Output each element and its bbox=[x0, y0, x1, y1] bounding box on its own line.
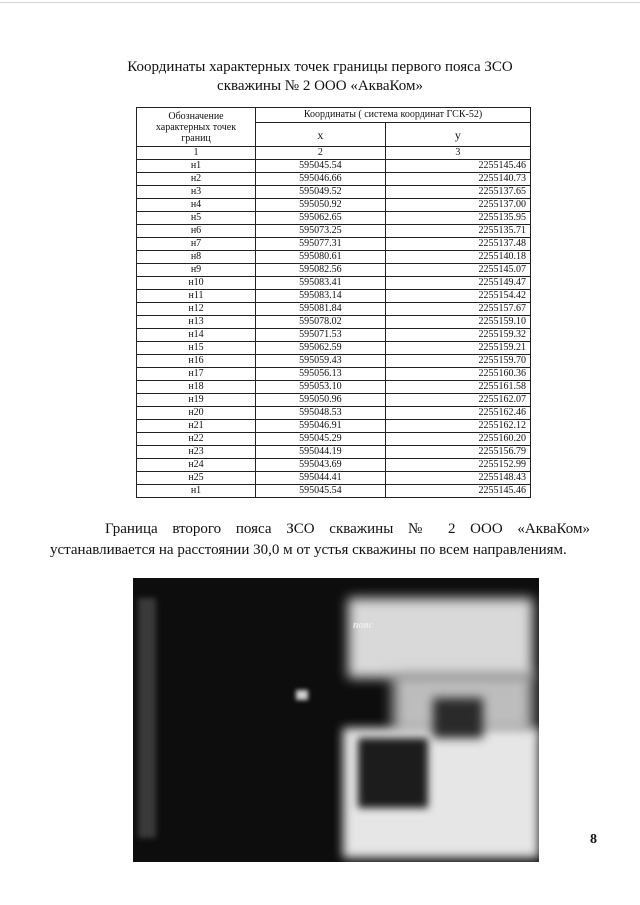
y-cell: 2255145.46 bbox=[385, 485, 530, 498]
y-cell: 2255154.42 bbox=[385, 290, 530, 303]
y-cell: 2255135.71 bbox=[385, 225, 530, 238]
col-number-2: 2 bbox=[256, 147, 386, 160]
photo-light-area bbox=[348, 598, 533, 678]
coordinates-table bbox=[136, 107, 531, 498]
x-cell: 595049.52 bbox=[256, 186, 386, 199]
point-cell: н18 bbox=[137, 381, 256, 394]
x-cell: 595062.59 bbox=[256, 342, 386, 355]
x-cell: 595062.65 bbox=[256, 212, 386, 225]
table-row bbox=[137, 277, 531, 290]
point-cell: н14 bbox=[137, 329, 256, 342]
y-cell: 2255160.20 bbox=[385, 433, 530, 446]
x-cell: 595046.91 bbox=[256, 420, 386, 433]
x-cell: 595077.31 bbox=[256, 238, 386, 251]
page-title bbox=[100, 58, 540, 96]
point-cell: н19 bbox=[137, 394, 256, 407]
scan-artifact-top bbox=[0, 2, 640, 3]
title-line-1: Координаты характерных точек границы первого пояса ЗСО bbox=[127, 59, 513, 75]
y-cell: 2255159.32 bbox=[385, 329, 530, 342]
point-cell: н20 bbox=[137, 407, 256, 420]
col-number-1: 1 bbox=[137, 147, 256, 160]
y-cell: 2255145.07 bbox=[385, 264, 530, 277]
x-cell: 595045.29 bbox=[256, 433, 386, 446]
y-cell: 2255145.46 bbox=[385, 160, 530, 173]
second-zone-paragraph: Граница второго пояса ЗСО скважины № 2 ООО «АкваКом» устанавливается на расстоянии 30,0 м от устья скважины по всем направлениям. bbox=[50, 521, 590, 558]
table-row bbox=[137, 160, 531, 173]
y-cell: 2255149.47 bbox=[385, 277, 530, 290]
x-cell: 595056.13 bbox=[256, 368, 386, 381]
photo-light-area bbox=[296, 690, 308, 700]
point-cell: н12 bbox=[137, 303, 256, 316]
table-row bbox=[137, 212, 531, 225]
x-cell: 595050.92 bbox=[256, 199, 386, 212]
table-row bbox=[137, 394, 531, 407]
point-cell: н4 bbox=[137, 199, 256, 212]
table-row bbox=[137, 459, 531, 472]
table-row bbox=[137, 420, 531, 433]
table-row bbox=[137, 485, 531, 498]
y-header: y bbox=[385, 123, 530, 147]
point-cell: н3 bbox=[137, 186, 256, 199]
point-cell: н1 bbox=[137, 160, 256, 173]
x-cell: 595073.25 bbox=[256, 225, 386, 238]
x-cell: 595048.53 bbox=[256, 407, 386, 420]
table-row bbox=[137, 290, 531, 303]
x-cell: 595043.69 bbox=[256, 459, 386, 472]
y-cell: 2255162.12 bbox=[385, 420, 530, 433]
point-cell: н25 bbox=[137, 472, 256, 485]
col-number-3: 3 bbox=[385, 147, 530, 160]
y-cell: 2255140.73 bbox=[385, 173, 530, 186]
point-cell: н23 bbox=[137, 446, 256, 459]
table-row bbox=[137, 329, 531, 342]
point-cell: н2 bbox=[137, 173, 256, 186]
point-cell: н10 bbox=[137, 277, 256, 290]
x-cell: 595050.96 bbox=[256, 394, 386, 407]
y-cell: 2255162.46 bbox=[385, 407, 530, 420]
x-cell: 595080.61 bbox=[256, 251, 386, 264]
x-cell: 595082.56 bbox=[256, 264, 386, 277]
table-row bbox=[137, 238, 531, 251]
x-cell: 595045.54 bbox=[256, 160, 386, 173]
point-header: Обозначение характерных точек границ bbox=[137, 108, 256, 147]
y-cell: 2255159.10 bbox=[385, 316, 530, 329]
point-cell: н5 bbox=[137, 212, 256, 225]
table-row bbox=[137, 251, 531, 264]
point-cell: н16 bbox=[137, 355, 256, 368]
photo-dark-structure bbox=[433, 698, 483, 738]
point-cell: н17 bbox=[137, 368, 256, 381]
table-row bbox=[137, 433, 531, 446]
table-row bbox=[137, 407, 531, 420]
x-cell: 595044.41 bbox=[256, 472, 386, 485]
table-row bbox=[137, 173, 531, 186]
y-cell: 2255148.43 bbox=[385, 472, 530, 485]
x-cell: 595083.14 bbox=[256, 290, 386, 303]
y-cell: 2255156.79 bbox=[385, 446, 530, 459]
coordinates-table-body bbox=[137, 160, 531, 498]
point-cell: н22 bbox=[137, 433, 256, 446]
y-cell: 2255137.48 bbox=[385, 238, 530, 251]
y-cell: 2255140.18 bbox=[385, 251, 530, 264]
photo-light-area bbox=[138, 598, 156, 838]
photo-dark-structure bbox=[358, 738, 428, 808]
table-row bbox=[137, 199, 531, 212]
well-photo bbox=[133, 578, 539, 862]
x-cell: 595053.10 bbox=[256, 381, 386, 394]
point-cell: н1 bbox=[137, 485, 256, 498]
table-row bbox=[137, 342, 531, 355]
y-cell: 2255137.65 bbox=[385, 186, 530, 199]
table-row bbox=[137, 355, 531, 368]
y-cell: 2255159.70 bbox=[385, 355, 530, 368]
y-cell: 2255159.21 bbox=[385, 342, 530, 355]
y-cell: 2255162.07 bbox=[385, 394, 530, 407]
x-cell: 595071.53 bbox=[256, 329, 386, 342]
photo-sign-label: пояс bbox=[353, 620, 374, 631]
y-cell: 2255152.99 bbox=[385, 459, 530, 472]
x-cell: 595083.41 bbox=[256, 277, 386, 290]
point-cell: н7 bbox=[137, 238, 256, 251]
table-row bbox=[137, 303, 531, 316]
y-cell: 2255161.58 bbox=[385, 381, 530, 394]
coords-header: Координаты ( система координат ГСК-52) bbox=[256, 108, 531, 123]
table-row bbox=[137, 186, 531, 199]
table-row bbox=[137, 368, 531, 381]
table-row bbox=[137, 446, 531, 459]
x-cell: 595078.02 bbox=[256, 316, 386, 329]
x-cell: 595059.43 bbox=[256, 355, 386, 368]
y-cell: 2255135.95 bbox=[385, 212, 530, 225]
point-cell: н6 bbox=[137, 225, 256, 238]
point-cell: н9 bbox=[137, 264, 256, 277]
table-row bbox=[137, 381, 531, 394]
point-cell: н8 bbox=[137, 251, 256, 264]
point-cell: н21 bbox=[137, 420, 256, 433]
x-cell: 595044.19 bbox=[256, 446, 386, 459]
x-header: x bbox=[256, 123, 386, 147]
point-cell: н13 bbox=[137, 316, 256, 329]
y-cell: 2255137.00 bbox=[385, 199, 530, 212]
x-cell: 595046.66 bbox=[256, 173, 386, 186]
table-row bbox=[137, 225, 531, 238]
table-row bbox=[137, 316, 531, 329]
point-cell: н24 bbox=[137, 459, 256, 472]
x-cell: 595081.84 bbox=[256, 303, 386, 316]
x-cell: 595045.54 bbox=[256, 485, 386, 498]
y-cell: 2255160.36 bbox=[385, 368, 530, 381]
table-row bbox=[137, 472, 531, 485]
point-cell: н11 bbox=[137, 290, 256, 303]
title-line-2: скважины № 2 ООО «АкваКом» bbox=[217, 78, 423, 94]
page-number: 8 bbox=[590, 832, 597, 847]
point-cell: н15 bbox=[137, 342, 256, 355]
table-row bbox=[137, 264, 531, 277]
y-cell: 2255157.67 bbox=[385, 303, 530, 316]
